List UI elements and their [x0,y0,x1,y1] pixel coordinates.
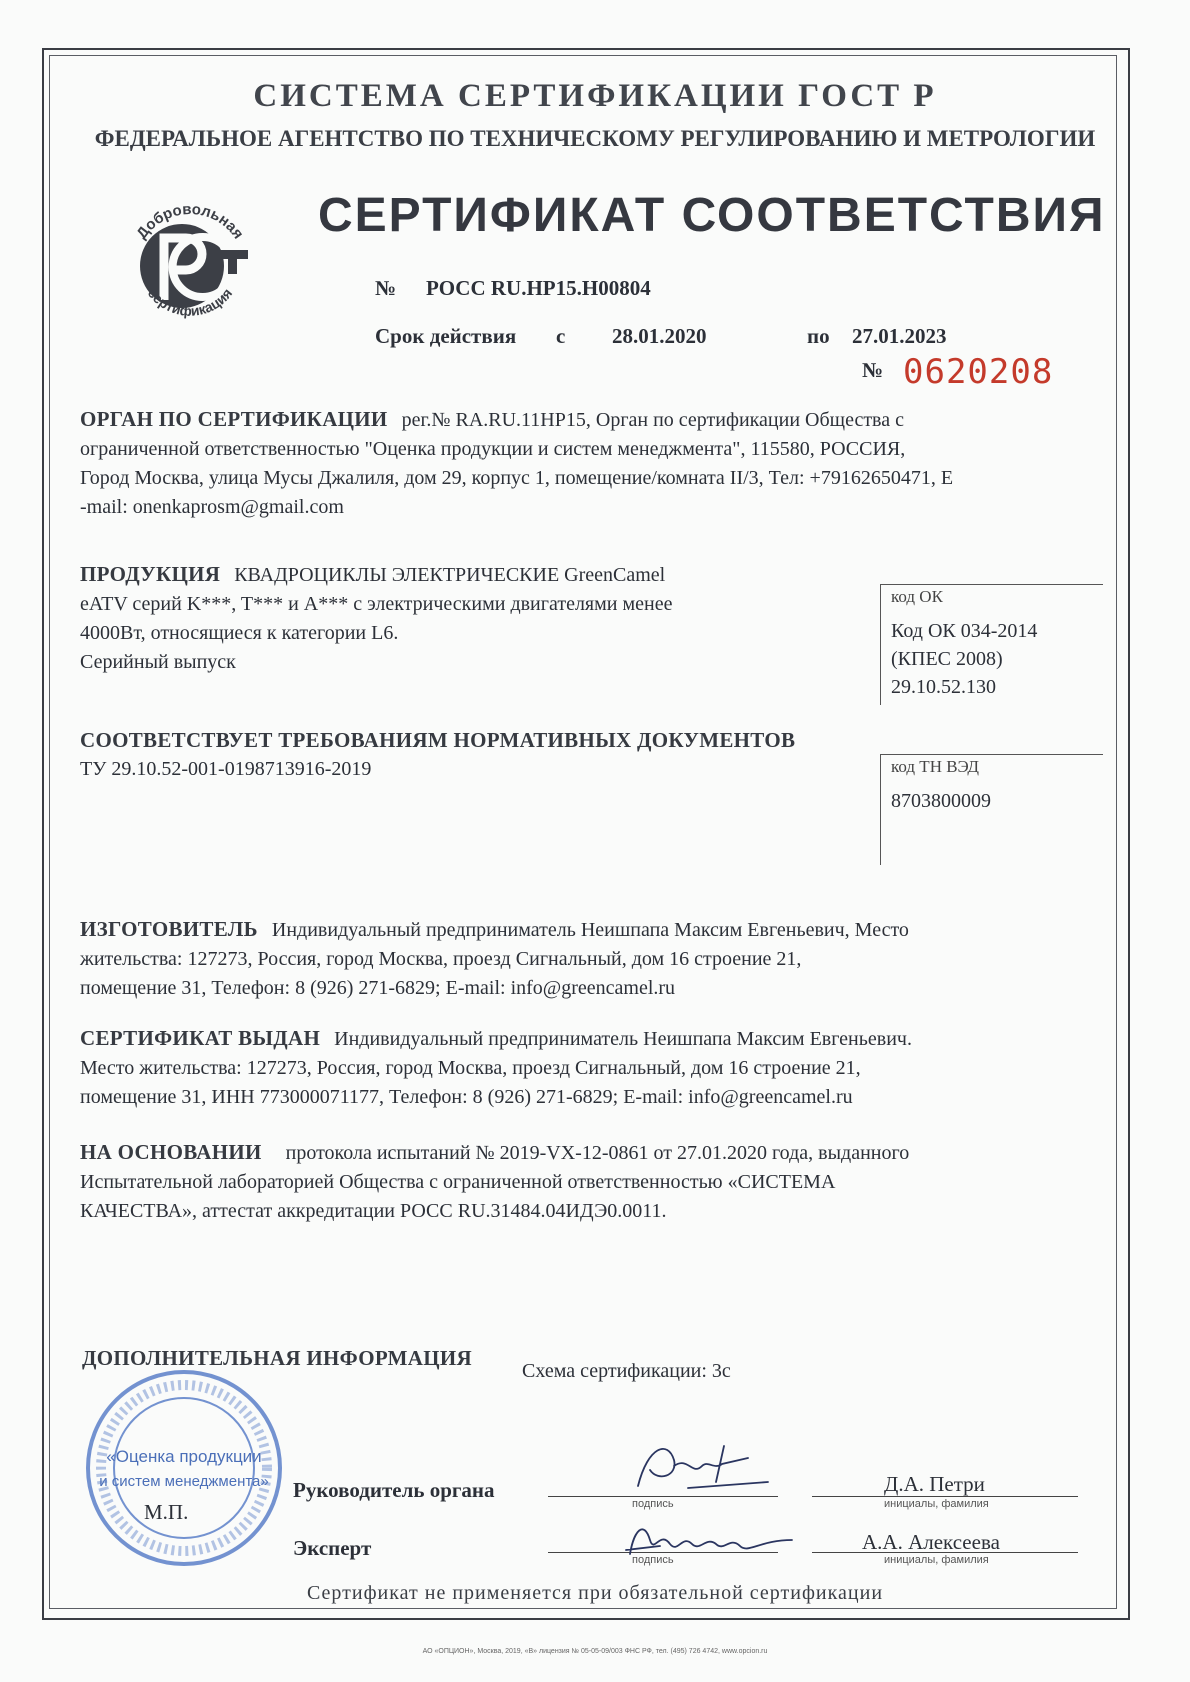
code-ok-line: Код ОК 034-2014 [891,620,1038,642]
issued-to-line: помещение 31, ИНН 773000071177, Телефон: 8 (926) 271-6829; E-mail: info@greencamel.ru [80,1086,853,1108]
issued-to-line: Место жительства: 127273, Россия, город Москва, проезд Сигнальный, дом 16 строение 21, [80,1057,861,1079]
expert-handwritten-signature [620,1510,800,1571]
basis-section [80,1138,909,1226]
logo-bottom-text: сертификация [144,285,236,320]
serial-number-label: № [862,358,884,382]
footer-note: Сертификат не применяется при обязательной сертификации [306,1582,884,1604]
code-ok-box [880,584,1103,705]
validity-to-label: по [807,324,830,348]
seal-place-label: М.П. [144,1500,189,1524]
basis-line: КАЧЕСТВА», аттестат аккредитации РОСС RU.31484.04ИДЭ0.0011. [80,1200,667,1222]
certificate-number-label: № [375,276,397,300]
validity-from-date: 28.01.2020 [612,324,707,348]
issued-to-heading: СЕРТИФИКАТ ВЫДАН [80,1026,321,1050]
basis-line: протокола испытаний № 2019-VX-12-0861 от 27.01.2020 года, выданного [285,1142,910,1164]
certification-body-line: -mail: onenkaprosm@gmail.com [80,496,344,518]
head-name: Д.А. Петри [884,1472,985,1496]
issued-to-line: Индивидуальный предприниматель Неишпапа Максим Евгеньевич. [334,1028,912,1050]
certification-body-section [80,405,953,522]
code-ok-line: 29.10.52.130 [891,676,996,698]
serial-number: 0620208 [903,352,1054,392]
head-of-body-label: Руководитель органа [293,1478,495,1502]
manufacturer-line: жительства: 127273, Россия, город Москва, проезд Сигнальный, дом 16 строение 21, [80,948,802,970]
expert-name: А.А. Алексеева [862,1530,1000,1554]
system-title: СИСТЕМА СЕРТИФИКАЦИИ ГОСТ Р [253,78,937,114]
certification-scheme: Схема сертификации: 3с [522,1360,731,1382]
compliance-line: ТУ 29.10.52-001-0198713916-2019 [80,758,372,780]
validity-label: Срок действия [375,324,517,348]
certificate-title: СЕРТИФИКАТ СООТВЕТСТВИЯ [318,189,1106,242]
certification-body-line: рег.№ RA.RU.11НР15, Орган по сертификации Общества с [401,409,904,431]
additional-info-heading: ДОПОЛНИТЕЛЬНАЯ ИНФОРМАЦИЯ [82,1346,472,1370]
certificate-number: РОСС RU.НР15.Н00804 [426,276,651,300]
rst-certification-mark-icon [120,196,260,331]
certification-body-line: ограниченной ответственностью "Оценка продукции и систем менеджмента", 115580, РОССИЯ, [80,438,906,460]
manufacturer-line: Индивидуальный предприниматель Неишпапа Максим Евгеньевич, Место [271,919,909,941]
logo-top-text: Добровольная [133,200,247,243]
compliance-heading: СООТВЕТСТВУЕТ ТРЕБОВАНИЯМ НОРМАТИВНЫХ ДОКУМЕНТОВ [80,728,796,752]
compliance-section [80,726,795,784]
product-line: КВАДРОЦИКЛЫ ЭЛЕКТРИЧЕСКИЕ GreenCamel [234,564,666,586]
validity-from-label: с [556,324,566,348]
product-section [80,560,672,677]
certification-body-heading: ОРГАН ПО СЕРТИФИКАЦИИ [80,407,388,431]
code-ok-label: код ОК [891,587,943,606]
signature-caption: подпись [632,1554,674,1566]
name-caption: инициалы, фамилия [884,1498,989,1510]
code-tnved-label: код ТН ВЭД [891,757,979,776]
seal-line: и систем менеджмента» [99,1473,269,1490]
expert-label: Эксперт [293,1536,372,1560]
code-tnved-value: 8703800009 [891,790,991,812]
validity-to-date: 27.01.2023 [852,324,947,348]
manufacturer-heading: ИЗГОТОВИТЕЛЬ [80,917,258,941]
basis-heading: НА ОСНОВАНИИ [80,1140,262,1164]
product-line: 4000Вт, относящиеся к категории L6. [80,622,399,644]
seal-line: «Оценка продукции [106,1447,262,1466]
head-handwritten-signature [628,1436,778,1505]
name-caption: инициалы, фамилия [884,1554,989,1566]
product-heading: ПРОДУКЦИЯ [80,562,221,586]
signature-caption: подпись [632,1498,674,1510]
code-ok-line: (КПЕС 2008) [891,648,1003,670]
product-line: eATV серий K***, T*** и A*** с электрическими двигателями менее [80,593,673,615]
printer-imprint: АО «ОПЦИОН», Москва, 2019, «В» лицензия № 05-05-09/003 ФНС РФ, тел. (495) 726 4742, www.opcion.ru [422,1648,768,1655]
organization-seal-icon [82,1366,287,1576]
certification-body-line: Город Москва, улица Мусы Джалиля, дом 29, корпус 1, помещение/комната II/3, Тел: +79162650471, E [80,467,954,489]
agency-name: ФЕДЕРАЛЬНОЕ АГЕНТСТВО ПО ТЕХНИЧЕСКОМУ РЕГУЛИРОВАНИЮ И МЕТРОЛОГИИ [94,126,1096,151]
product-line: Серийный выпуск [80,651,236,673]
manufacturer-section [80,915,909,1003]
manufacturer-line: помещение 31, Телефон: 8 (926) 271-6829; E-mail: info@greencamel.ru [80,977,676,999]
issued-to-section [80,1024,912,1112]
code-tnved-box [880,754,1103,865]
basis-line: Испытательной лабораторией Общества с ограниченной ответственностью «СИСТЕМА [80,1171,836,1193]
